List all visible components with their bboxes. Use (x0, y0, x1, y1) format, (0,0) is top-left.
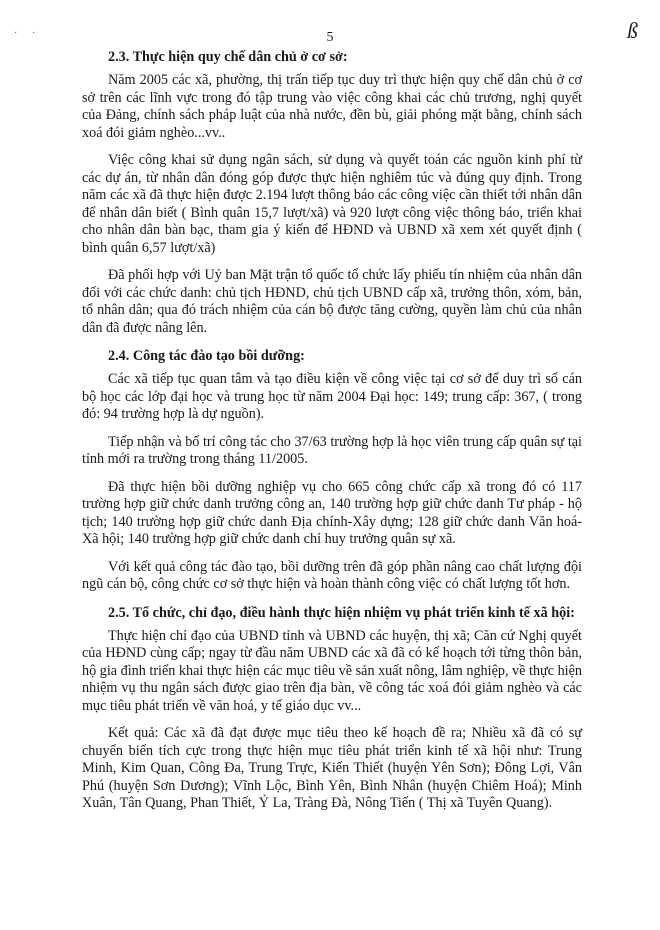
document-body (82, 48, 582, 823)
corner-handwritten-mark: ß (627, 18, 638, 43)
paragraph: Việc công khai sử dụng ngân sách, sử dụng và quyết toán các nguồn kinh phí từ các dự án, từ nhân dân đóng góp được thực hiện nghiêm túc và đúng quy định. Trong năm các xã đã thực hiện được 2.194 lượt thông báo các công việc cần thiết tới nhân dân để nhân dân biết ( Bình quân 15,7 lượt/xã) và 920 lượt công việc thông báo, triển khai cho nhân dân bàn bạc, tham gia ý kiến để HĐND và UBND xã xem xét quyết định ( bình quân 6,57 lượt/xã) (82, 152, 582, 256)
section-2-3 (82, 48, 582, 337)
paragraph: Năm 2005 các xã, phường, thị trấn tiếp tục duy trì thực hiện quy chế dân chủ ở cơ sở trên các lĩnh vực trong đó tập trung vào việc công khai các chủ trương, nghị quyết của Đảng, chính sách pháp luật của nhà nước, đền bù, giải phóng mặt bằng, chính sách xoá đói giảm nghèo...vv.. (82, 72, 582, 141)
paragraph: Thực hiện chỉ đạo của UBND tỉnh và UBND các huyện, thị xã; Căn cứ Nghị quyết của HĐND cùng cấp; ngay từ đầu năm UBND các xã đã có kế hoạch tới từng thôn bản, hộ gia đình triển khai thực hiện các mục tiêu về sản xuất nông, lâm nghiệp, về thực hiện nhiệm vụ thu ngân sách được giao trên địa bàn, về công tác xoá đói giảm nghèo và các mục tiêu phát triển về văn hoá, y tế giáo dục vv... (82, 627, 582, 714)
paragraph: Đã thực hiện bồi dưỡng nghiệp vụ cho 665 công chức cấp xã trong đó có 117 trường hợp giữ chức danh trưởng công an, 140 trường hợp giữ chức danh Tư pháp - hộ tịch; 140 trường hợp giữ chức danh Địa chính-Xây dựng; 128 giữ chức danh Văn hoá-Xã hội; 140 trường hợp giữ chức danh chỉ huy trưởng quân sự xã. (82, 478, 582, 547)
section-2-4 (82, 347, 582, 594)
paragraph: Kết quả: Các xã đã đạt được mục tiêu theo kế hoạch đề ra; Nhiều xã đã có sự chuyển biến tích cực trong thực hiện mục tiêu phát triển kinh tế xã hội như: Trung Minh, Kim Quan, Công Đa, Trung Trực, Kiến Thiết (huyện Yên Sơn); Đông Lợi, Vân Phú (huyện Sơn Dương); Vĩnh Lộc, Bình Yên, Bình Nhân (huyện Chiêm Hoá); Minh Xuân, Tân Quang, Phan Thiết, Ỷ La, Tràng Đà, Nông Tiến ( Thị xã Tuyên Quang). (82, 725, 582, 811)
paragraph: Tiếp nhận và bố trí công tác cho 37/63 trường hợp là học viên trung cấp quân sự tại tỉnh mới ra trường trong tháng 11/2005. (82, 433, 582, 467)
paragraph: Đã phối hợp với Uỷ ban Mặt trận tổ quốc tổ chức lấy phiếu tín nhiệm của nhân dân đối với các chức danh: chủ tịch HĐND, chủ tịch UBND cấp xã, trưởng thôn, xóm, bản, tổ nhân dân; qua đó trách nhiệm của cán bộ được tăng cường, quyền làm chủ của nhân dân đã được nâng lên. (82, 267, 582, 336)
page-number: 5 (326, 30, 334, 45)
paragraph: Các xã tiếp tục quan tâm và tạo điều kiện về công việc tại cơ sở để duy trì số cán bộ học các lớp đại học và trung học từ năm 2004 Đại học: 149; trung cấp: 367, ( trong đó: 94 trường hợp là dự nguồn). (82, 371, 582, 422)
paragraph: Với kết quả công tác đào tạo, bồi dưỡng trên đã góp phần nâng cao chất lượng đội ngũ cán bộ, công chức cơ sở thực hiện và hoàn thành công việc có chất lượng tốt hơn. (82, 558, 582, 592)
section-heading: 2.4. Công tác đào tạo bồi dưỡng: (108, 348, 305, 364)
section-heading: 2.5. Tổ chức, chỉ đạo, điều hành thực hiện nhiệm vụ phát triển kinh tế xã hội: (108, 604, 575, 621)
section-2-5 (82, 604, 582, 813)
section-heading: 2.3. Thực hiện quy chế dân chủ ở cơ sở: (108, 49, 348, 65)
margin-dots: · · (14, 28, 42, 39)
